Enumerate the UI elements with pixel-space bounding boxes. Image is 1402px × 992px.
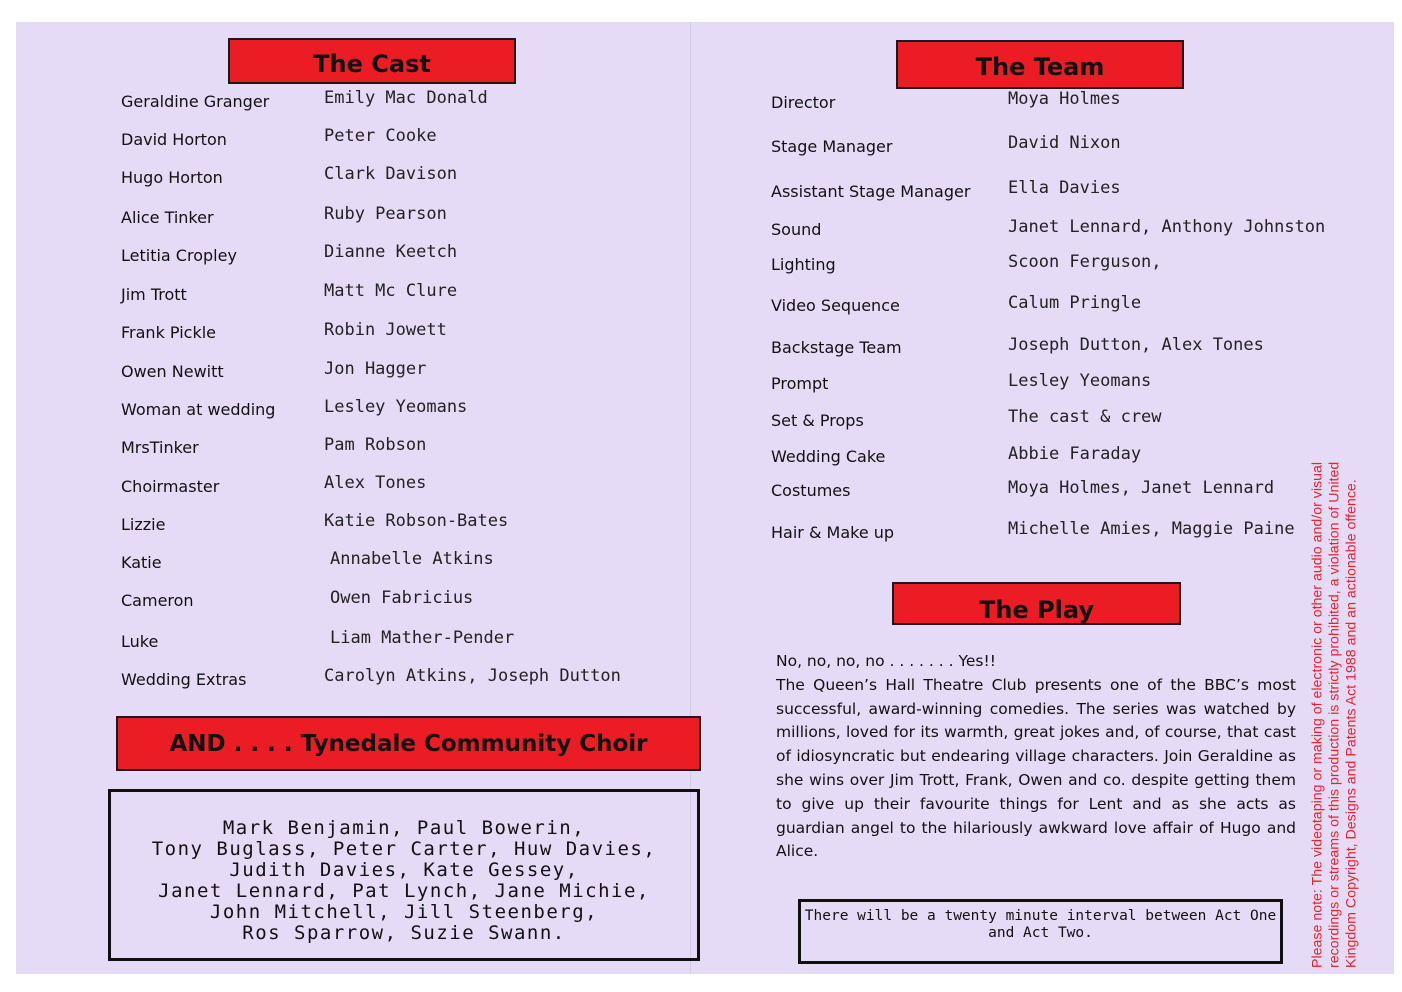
cast-actor: Dianne Keetch [324,242,458,262]
team-member: Janet Lennard, Anthony Johnston [1008,217,1326,237]
interval-notice: There will be a twenty minute interval between Act One and Act Two. [798,899,1283,964]
team-member: Calum Pringle [1008,293,1142,313]
cast-actor: Matt Mc Clure [324,281,458,301]
cast-heading: The Cast [228,38,516,84]
cast-actor: Alex Tones [324,473,427,493]
team-member: Ella Davies [1008,178,1121,198]
recording-notice-text: Please note: The videotaping or making of electronic or other audio and/or visual recordings or streams of this production is strictly prohibited, a violation of United Kingdom Copyright, Designs and Patents Act 1988 and an actionable offence. [1309,461,1360,968]
cast-role: Choirmaster [121,477,220,496]
cast-actor: Peter Cooke [324,126,437,146]
choir-line: Ros Sparrow, Suzie Swann. [242,922,566,944]
cast-actor: Katie Robson-Bates [324,511,509,531]
play-body: The Queen’s Hall Theatre Club presents one of the BBC’s most successful, award-winning comedies. The series was watched by millions, loved for its warmth, great jokes and, of course, that cast of idiosyncratic but endearing village characters. Join Geraldine as she wins over Jim Trott, Frank, Owen and co. despite getting them to give up their favourite things for Lent and as she acts as guardian angel to the hilariously awkward love affair of Hugo and Alice. [776,675,1296,861]
team-member: Lesley Yeomans [1008,371,1152,391]
cast-actor: Pam Robson [324,435,427,455]
team-role: Video Sequence [771,296,900,315]
play-description [776,650,1296,864]
cast-role: Geraldine Granger [121,92,270,111]
cast-actor: Liam Mather-Pender [330,628,515,648]
team-role: Sound [771,220,822,239]
cast-role: Lizzie [121,515,166,534]
cast-role: Luke [121,632,159,651]
team-member: Scoon Ferguson, [1008,252,1162,272]
team-member: Joseph Dutton, Alex Tones [1008,335,1264,355]
team-role: Assistant Stage Manager [771,182,971,201]
cast-role: David Horton [121,130,227,149]
cast-actor: Carolyn Atkins, Joseph Dutton [324,666,621,686]
cast-role: Frank Pickle [121,323,217,342]
choir-line: Judith Davies, Kate Gessey, [229,859,579,881]
cast-role: Wedding Extras [121,670,247,689]
choir-members [111,818,697,944]
team-member: Abbie Faraday [1008,444,1142,464]
choir-line: Mark Benjamin, Paul Bowerin, [222,817,586,839]
cast-actor: Jon Hagger [324,359,427,379]
team-heading: The Team [896,40,1184,89]
team-role: Lighting [771,255,836,274]
team-member: The cast & crew [1008,407,1162,427]
cast-actor: Clark Davison [324,164,458,184]
cast-actor: Ruby Pearson [324,204,447,224]
team-role: Prompt [771,374,829,393]
cast-role: Jim Trott [121,285,187,304]
cast-role: Woman at wedding [121,400,276,419]
team-member: David Nixon [1008,133,1121,153]
team-role: Hair & Make up [771,523,895,542]
cast-role: Owen Newitt [121,362,224,381]
cast-role: MrsTinker [121,438,199,457]
cast-actor: Owen Fabricius [330,588,474,608]
cast-role: Cameron [121,591,194,610]
choir-line: Janet Lennard, Pat Lynch, Jane Michie, [158,880,650,902]
choir-line: Tony Buglass, Peter Carter, Huw Davies, [151,838,657,860]
cast-role: Hugo Horton [121,168,223,187]
play-heading: The Play [892,582,1181,625]
cast-actor: Emily Mac Donald [324,88,488,108]
cast-role: Katie [121,553,162,572]
choir-heading: AND . . . . Tynedale Community Choir [116,716,701,771]
team-role: Wedding Cake [771,447,886,466]
cast-role: Alice Tinker [121,208,214,227]
play-intro: No, no, no, no . . . . . . . Yes!! [776,652,996,670]
team-member: Moya Holmes, Janet Lennard [1008,478,1275,498]
team-member: Moya Holmes [1008,89,1121,109]
choir-members-box [108,789,700,961]
choir-line: John Mitchell, Jill Steenberg, [209,901,599,923]
cast-actor: Lesley Yeomans [324,397,468,417]
cast-role: Letitia Cropley [121,246,237,265]
cast-actor: Annabelle Atkins [330,549,494,569]
team-role: Director [771,93,836,112]
team-role: Costumes [771,481,851,500]
team-role: Stage Manager [771,137,893,156]
team-member: Michelle Amies, Maggie Paine [1008,519,1295,539]
team-role: Set & Props [771,411,864,430]
cast-actor: Robin Jowett [324,320,447,340]
team-role: Backstage Team [771,338,902,357]
